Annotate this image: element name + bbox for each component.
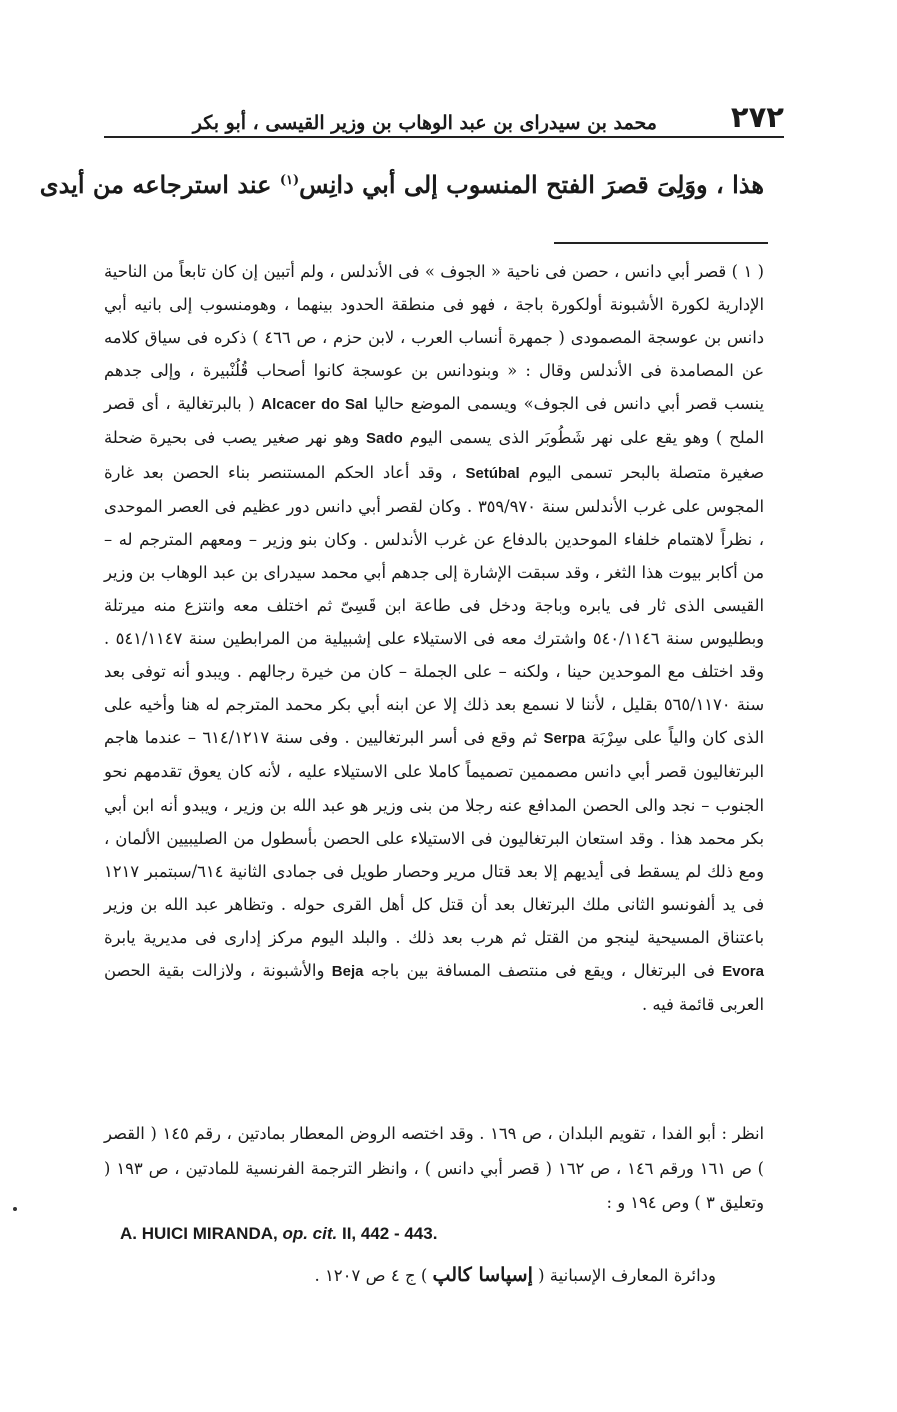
encyclopedia-text: ) ج ٤ ص ١٢٠٧ . [314,1266,428,1285]
citation-author: A. HUICI MIRANDA, [120,1224,278,1243]
footnote-text: والأشبونة ، ولازالت بقية الحصن العربى قائمة فيه . [104,960,764,1015]
page-header [104,100,784,134]
references-paragraph: انظر : أبو الفدا ، تقويم البلدان ، ص ١٦٩ . وقد اختصه الروض المعطار بمادتين ، رقم ١٤٥ ( القصر ) ص ١٦١ ورقم ١٤٦ ، ص ١٦٢ ( قصر أبي دانس ) ، وانظر الترجمة الفرنسية للمادتين ، ص ١٩٣ ( وتعليق ٣ ) وص ١٩٤ و : [104,1124,765,1212]
running-head: محمد بن سيدراى بن عبد الوهاب بن وزير القيسى ، أبو بكر [192,112,657,134]
place-name-latin: Serpa [543,730,586,748]
encyclopedia-title: إسپاسا كالپ [432,1264,533,1286]
footnote-paragraph [104,255,764,1021]
footnote-1 [104,255,764,1021]
header-rule [104,136,784,138]
main-text-start: هذا ، ووَلِىَ قصرَ الفتح المنسوب إلى أبي دانِس [299,170,764,199]
place-name-latin: Setúbal [465,464,520,482]
footnote-text: وهو نهر صغير يصب فى بحيرة ضحلة صغيرة متصلة بالبحر تسمى اليوم [104,428,764,482]
footnote-text: ثم وقع فى أسر البرتغاليين . وفى سنة ٦١٤/١٢١٧ – عندما هاجم البرتغاليون قصر أبي دانس مصممين تصميماً كاملا على الاستيلاء عليه ، لأنه كان يعوق تقدمهم نحو الجنوب – نجد والى الحصن المدافع عنه رجلا من بنى وزير هو عبد الله بن وزير ، ويبدو أنه ابن أبي بكر محمد هذا . وقد استعان البرتغاليون فى الاستيلاء على الحصن بأسطول من الصليبيين الألمان ، ومع ذلك لم يسقط فى أيديهم إلا بعد قتال مرير وحصار طويل فى جمادى الثانية ٦١٤/سبتمبر ١٢١٧ فى يد ألفونسو الثانى ملك البرتغال بعد أن قتل كل أهل القرى حوله . وتظاهر عبد الله بن وزير باعتناق المسيحية لينجو من القتل ثم هرب بعد ذلك . والبلد اليوم مركز إدارى فى مديرية يابرة [104,728,764,947]
place-name-latin: Beja [331,962,364,980]
encyclopedia-text: ودائرة المعارف الإسبانية ( [538,1266,716,1285]
citation-location: II, 442 - 443. [341,1224,438,1243]
place-name-latin: Alcacer do Sal [261,396,368,414]
main-text-end: عند استرجاعه من أيدى [39,170,280,199]
footnote-separator [554,242,768,244]
place-name-latin: Evora [722,962,764,980]
references-block [104,1117,764,1221]
footnote-text: ، وقد أعاد الحكم المستنصر بناء الحصن بعد غارة المجوس على غرب الأندلس سنة ٣٥٩/٩٧٠ . وكان لقصر أبي دانس دور عظيم فى العصر الموحدى ، نظراً لاهتمام خلفاء الموحدين بالدفاع عن غرب الأندلس . وكان بنو وزير – ومعهم المترجم له – من أكابر بيوت هذا الثغر ، وقد سبقت الإشارة إلى جدهم أبي محمد سيدراى بن عبد الوهاب بن وزير القيسى الذى ثار فى يابره وباجة ودخل فى طاعة ابن قَسِىّ ثم اختلف معه وانتزع منه ميرتلة وبطليوس سنة ٥٤٠/١١٤٦ واشترك معه فى الاستيلاء على إشبيلية من المرابطين سنة ٥٤١/١١٤٧ . وقد اختلف مع الموحدين حينا ، ولكنه – على الجملة – كان من خيرة رجالهم . ويبدو أنه توفى بعد سنة ٥٦٥/١١٧٠ بقليل ، لأننا لا نسمع بعد ذلك إلا عن ابنه أبي بكر محمد المترجم له هنا وأخيه على الذى كان والياً على سِرْبَة [104,462,764,748]
margin-dot [13,1207,17,1211]
encyclopedia-reference [104,1264,716,1286]
citation-opcit: op. cit. [282,1224,338,1243]
footnote-marker: (١) [279,173,300,188]
latin-citation [120,1224,620,1244]
main-text-line [39,170,764,199]
footnote-text: ( ١ ) قصر أبي دانس ، حصن فى ناحية « الجوف » فى الأندلس ، ولم أتبين إن كان تابعاً من الناحية الإدارية لكورة الأشبونة أولكورة باجة ، فهو فى منطقة الحدود بينهما ، وهومنسوب إلى بانيه أبي دانس بن عوسجة المصمودى ( جمهرة أنساب العرب ، لابن حزم ، ص ٤٦٦ ) ذكره فى سياق كلامه عن المصامدة فى الأندلس وقال : « وبنودانس بن عوسجة كانوا أصحاب قُلُنْبيرة ، وإلى جدهم ينسب قصر أبي دانس فى الجوف» ويسمى الموضع حاليا [104,262,764,414]
page-number: ٢٧٢ [730,100,784,134]
place-name-latin: Sado [366,430,403,448]
footnote-text: فى البرتغال ، ويقع فى منتصف المسافة بين باجه [370,960,715,980]
footnote-text: ( بالبرتغالية ، أى قصر الملح ) وهو يقع على نهر شَطُوبَر الذى يسمى اليوم [104,394,764,448]
